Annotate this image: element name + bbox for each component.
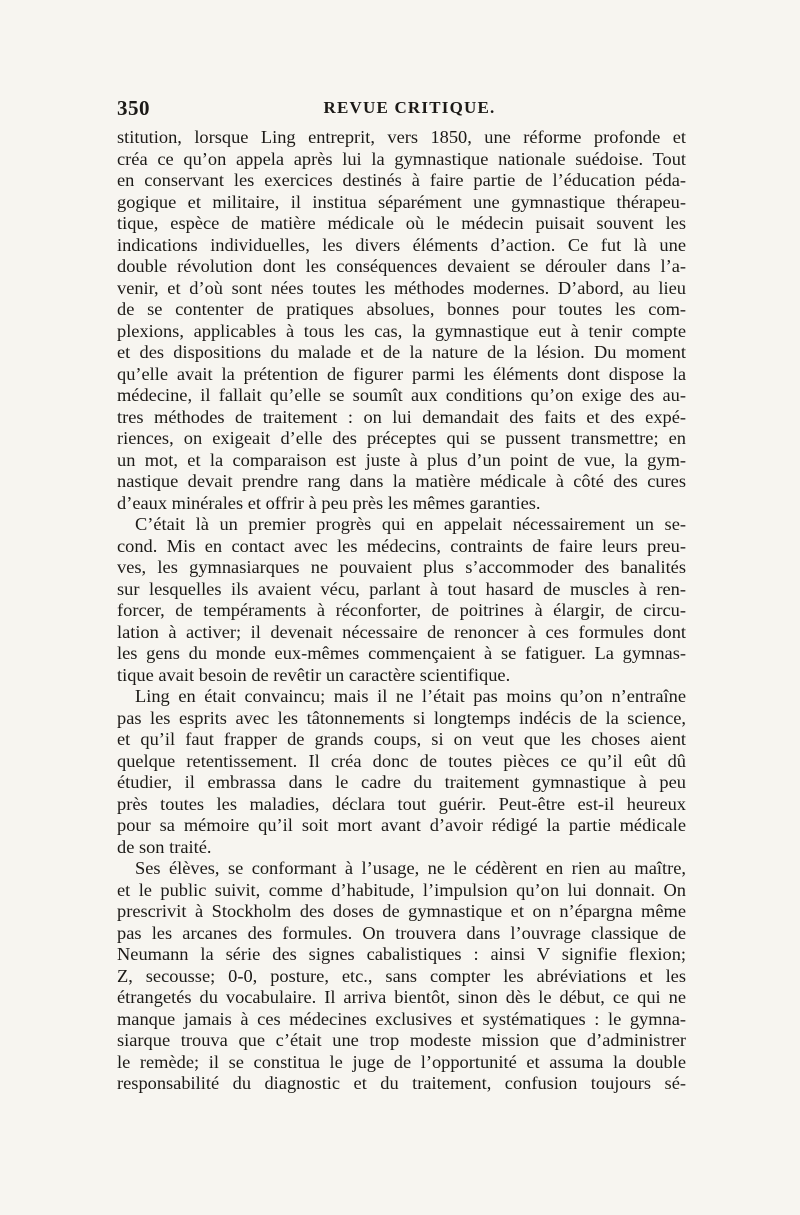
text-line: en conservant les exercices destinés à faire partie de l’éducation péda- xyxy=(117,170,686,190)
body-text xyxy=(117,127,686,1095)
text-line: et qu’il faut frapper de grands coups, si on veut que les choses aient xyxy=(117,729,686,749)
text-line: ves, les gymnasiarques ne pouvaient plus s’accommoder des banalités xyxy=(117,557,686,577)
text-line: venir, et d’où sont nées toutes les méthodes modernes. D’abord, au lieu xyxy=(117,277,686,298)
text-line: médecine, il fallait qu’elle se soumît aux conditions qu’on exige des au- xyxy=(117,385,686,405)
text-line: qu’elle avait la prétention de figurer parmi les éléments dont dispose la xyxy=(117,363,686,384)
text-line: tique avait besoin de revêtir un caractère scientifique. xyxy=(117,664,511,685)
text-line: siarque trouva que c’était une trop modeste mission que d’administrer xyxy=(117,1030,686,1050)
text-line: manque jamais à ces médecines exclusives et systématiques : le gymna- xyxy=(117,1008,686,1029)
paragraph-4 xyxy=(117,858,686,1095)
text-line: près toutes les maladies, déclara tout guérir. Peut-être est-il heureux xyxy=(117,793,686,814)
text-line: créa ce qu’on appela après lui la gymnastique nationale suédoise. Tout xyxy=(117,148,686,169)
text-line: plexions, applicables à tous les cas, la gymnastique eut à tenir compte xyxy=(117,320,686,341)
text-line: Neumann la série des signes cabalistiques : ainsi V signifie flexion; xyxy=(117,944,686,964)
text-line: un mot, et la comparaison est juste à plus d’un point de vue, la gym- xyxy=(117,449,686,470)
text-line: d’eaux minérales et offrir à peu près les mêmes garanties. xyxy=(117,492,541,513)
text-line: forcer, de tempéraments à réconforter, de poitrines à élargir, de circu- xyxy=(117,600,686,620)
text-line: sur lesquelles ils avaient vécu, parlant à tout hasard de muscles à ren- xyxy=(117,578,686,599)
paragraph-3 xyxy=(117,686,686,858)
text-line: double révolution dont les conséquences devaient se dérouler dans l’a- xyxy=(117,256,686,276)
text-line: stitution, lorsque Ling entreprit, vers 1850, une réforme profonde et xyxy=(117,127,686,147)
text-line: indications individuelles, les divers éléments d’action. Ce fut là une xyxy=(117,234,686,255)
text-line: quelque retentissement. Il créa donc de toutes pièces ce qu’il eût dû xyxy=(117,750,686,771)
text-line: responsabilité du diagnostic et du traitement, confusion toujours sé- xyxy=(117,1073,686,1093)
text-line: C’était là un premier progrès qui en appelait nécessairement un se- xyxy=(135,514,686,534)
text-line: pas les esprits avec les tâtonnements si longtemps indécis de la science, xyxy=(117,707,686,728)
text-line: Z, secousse; 0-0, posture, etc., sans compter les abréviations et les xyxy=(117,965,686,986)
running-head: REVUE CRITIQUE. xyxy=(323,98,496,117)
text-line: étudier, il embrassa dans le cadre du traitement gymnastique à peu xyxy=(117,772,686,792)
text-line: et des dispositions du malade et de la nature de la lésion. Du moment xyxy=(117,342,686,362)
text-line: les gens du monde eux-mêmes commençaient à se fatiguer. La gymnas- xyxy=(117,643,686,663)
text-line: Ses élèves, se conformant à l’usage, ne le cédèrent en rien au maître, xyxy=(135,858,686,878)
text-line: lation à activer; il devenait nécessaire de renoncer à ces formules dont xyxy=(117,621,686,642)
text-line: Ling en était convaincu; mais il ne l’était pas moins qu’on n’entraîne xyxy=(135,686,686,706)
text-line: tres méthodes de traitement : on lui demandait des faits et des expé- xyxy=(117,406,686,427)
text-line: de se contenter de pratiques absolues, bonnes pour toutes les com- xyxy=(117,299,686,319)
text-line: de son traité. xyxy=(117,836,212,857)
text-line: prescrivit à Stockholm des doses de gymnastique et on n’épargna même xyxy=(117,901,686,921)
page-header xyxy=(117,96,702,126)
text-line: riences, on exigeait d’elle des préceptes qui se pussent transmettre; en xyxy=(117,428,686,448)
paragraph-2 xyxy=(117,514,686,686)
text-line: le remède; il se constitua le juge de l’opportunité et assuma la double xyxy=(117,1051,686,1072)
text-line: tique, espèce de matière médicale où le médecin puisait souvent les xyxy=(117,213,686,233)
text-line: cond. Mis en contact avec les médecins, contraints de faire leurs preu- xyxy=(117,535,686,556)
text-line: nastique devait prendre rang dans la matière médicale à côté des cures xyxy=(117,471,686,491)
page-number: 350 xyxy=(117,96,150,120)
text-line: pour sa mémoire qu’il soit mort avant d’avoir rédigé la partie médicale xyxy=(117,815,686,835)
text-line: étrangetés du vocabulaire. Il arriva bientôt, sinon dès le début, ce qui ne xyxy=(117,987,686,1007)
paragraph-1 xyxy=(117,127,686,514)
text-line: gogique et militaire, il institua séparément une gymnastique thérapeu- xyxy=(117,191,686,212)
text-line: pas les arcanes des formules. On trouvera dans l’ouvrage classique de xyxy=(117,922,686,943)
text-line: et le public suivit, comme d’habitude, l’impulsion qu’on lui donnait. On xyxy=(117,879,686,900)
